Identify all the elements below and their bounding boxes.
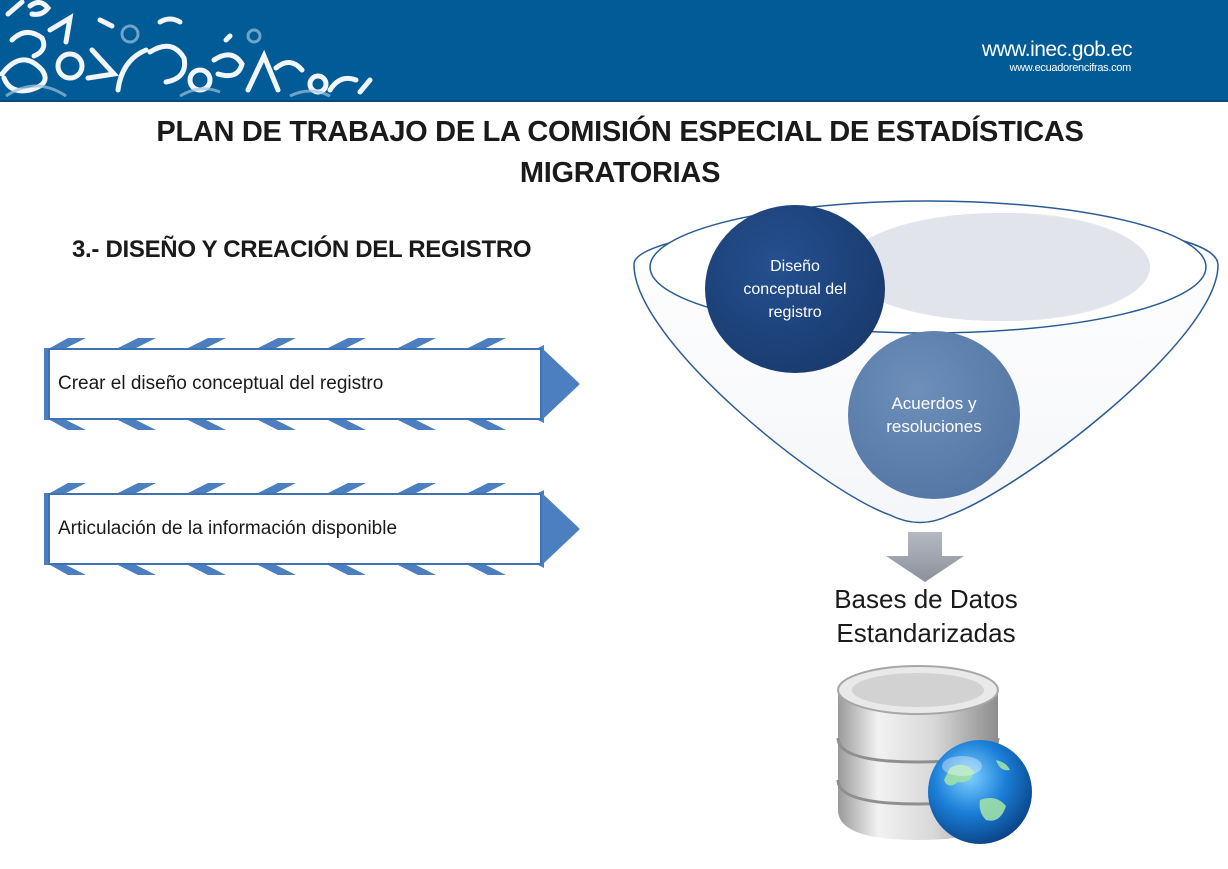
site-secondary-url[interactable]: www.ecuadorencifras.com	[1009, 62, 1131, 74]
page-title: PLAN DE TRABAJO DE LA COMISIÓN ESPECIAL DE ESTADÍSTICAS MIGRATORIAS	[156, 116, 1084, 189]
numbers-pattern-icon	[0, 0, 400, 100]
step-1	[44, 338, 584, 430]
header-banner	[0, 0, 1228, 102]
output-label: Bases de Datos Estandarizadas	[834, 584, 1018, 648]
database-globe-icon	[820, 660, 1040, 850]
arrow-down-icon	[884, 532, 966, 584]
step-2	[44, 483, 584, 575]
step-1-label: Crear el diseño conceptual del registro	[48, 348, 542, 420]
site-primary-url[interactable]: www.inec.gob.ec	[981, 38, 1132, 61]
step-2-label: Articulación de la información disponible	[48, 493, 542, 565]
funnel-circle-diseno	[705, 205, 885, 373]
funnel-circle-diseno-label: Diseño conceptual del registro	[743, 257, 847, 321]
section-heading: 3.- DISEÑO Y CREACIÓN DEL REGISTRO	[72, 236, 532, 263]
funnel-circle-acuerdos-label: Acuerdos y resoluciones	[886, 394, 982, 436]
funnel-circle-acuerdos	[848, 331, 1020, 499]
